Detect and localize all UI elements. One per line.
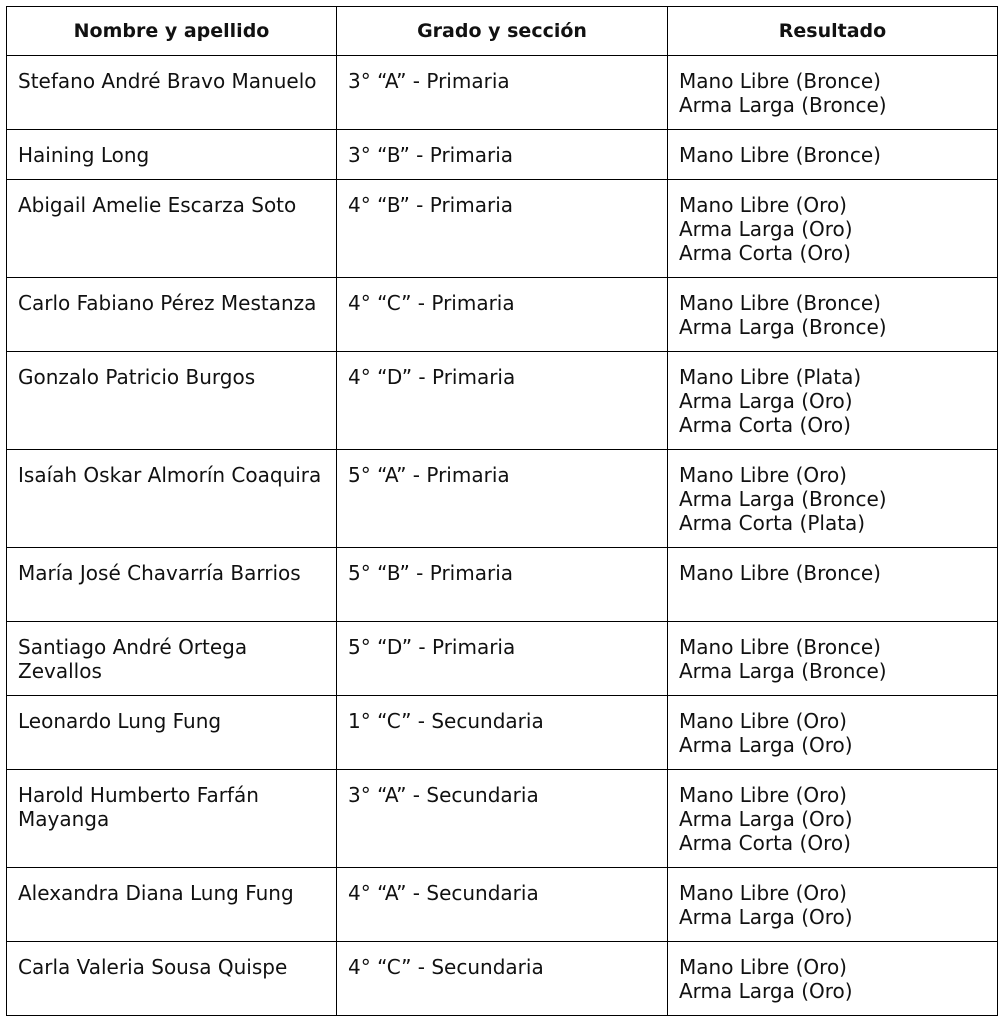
- result-cell: [668, 868, 998, 942]
- table-row: [7, 622, 998, 696]
- table-row: [7, 56, 998, 130]
- name-cell: Isaíah Oskar Almorín Coaquira: [7, 450, 337, 548]
- result-line: Arma Larga (Bronce): [679, 487, 887, 511]
- result-line: Arma Corta (Oro): [679, 413, 851, 437]
- result-line: Mano Libre (Oro): [679, 881, 847, 905]
- name-cell: María José Chavarría Barrios: [7, 548, 337, 622]
- result-line: Arma Larga (Oro): [679, 807, 853, 831]
- name-cell: Alexandra Diana Lung Fung: [7, 868, 337, 942]
- grade-cell: 4° “C” - Primaria: [337, 278, 668, 352]
- name-cell: Carlo Fabiano Pérez Mestanza: [7, 278, 337, 352]
- grade-cell: 5° “B” - Primaria: [337, 548, 668, 622]
- grade-cell: 3° “A” - Secundaria: [337, 770, 668, 868]
- result-cell: [668, 278, 998, 352]
- table-row: [7, 180, 998, 278]
- result-cell: [668, 352, 998, 450]
- table-row: [7, 696, 998, 770]
- result-line: Mano Libre (Oro): [679, 463, 847, 487]
- name-cell: Harold Humberto Farfán Mayanga: [7, 770, 337, 868]
- name-cell: Haining Long: [7, 130, 337, 180]
- header-grade: Grado y sección: [337, 7, 668, 56]
- result-line: Mano Libre (Oro): [679, 783, 847, 807]
- grade-cell: 3° “B” - Primaria: [337, 130, 668, 180]
- result-cell: [668, 180, 998, 278]
- result-line: Mano Libre (Oro): [679, 193, 847, 217]
- result-cell: [668, 56, 998, 130]
- result-line: Mano Libre (Bronce): [679, 291, 881, 315]
- result-line: Arma Larga (Oro): [679, 905, 853, 929]
- result-line: Arma Corta (Oro): [679, 831, 851, 855]
- name-cell: Leonardo Lung Fung: [7, 696, 337, 770]
- result-line: Arma Larga (Bronce): [679, 315, 887, 339]
- result-line: Mano Libre (Bronce): [679, 635, 881, 659]
- table-row: [7, 868, 998, 942]
- result-cell: [668, 622, 998, 696]
- result-line: Arma Larga (Oro): [679, 733, 853, 757]
- grade-cell: 4° “C” - Secundaria: [337, 942, 668, 1016]
- header-row: [7, 7, 998, 56]
- result-line: Mano Libre (Oro): [679, 955, 847, 979]
- result-line: Arma Larga (Bronce): [679, 659, 887, 683]
- table-header: [7, 7, 998, 56]
- table-row: [7, 130, 998, 180]
- table-row: [7, 942, 998, 1016]
- name-cell: Stefano André Bravo Manuelo: [7, 56, 337, 130]
- table-body: [7, 56, 998, 1016]
- result-line: Arma Larga (Oro): [679, 979, 853, 1003]
- results-table: [6, 6, 998, 1016]
- table-row: [7, 770, 998, 868]
- result-cell: [668, 130, 998, 180]
- result-line: Mano Libre (Bronce): [679, 143, 881, 167]
- table-row: [7, 450, 998, 548]
- result-line: Arma Corta (Oro): [679, 241, 851, 265]
- grade-cell: 4° “B” - Primaria: [337, 180, 668, 278]
- grade-cell: 3° “A” - Primaria: [337, 56, 668, 130]
- result-line: Mano Libre (Oro): [679, 709, 847, 733]
- result-line: Arma Larga (Oro): [679, 389, 853, 413]
- grade-cell: 4° “D” - Primaria: [337, 352, 668, 450]
- grade-cell: 5° “D” - Primaria: [337, 622, 668, 696]
- result-line: Mano Libre (Bronce): [679, 69, 881, 93]
- result-cell: [668, 770, 998, 868]
- name-cell: Carla Valeria Sousa Quispe: [7, 942, 337, 1016]
- grade-cell: 5° “A” - Primaria: [337, 450, 668, 548]
- name-cell: Abigail Amelie Escarza Soto: [7, 180, 337, 278]
- result-cell: [668, 450, 998, 548]
- header-name: Nombre y apellido: [7, 7, 337, 56]
- result-cell: [668, 548, 998, 622]
- grade-cell: 1° “C” - Secundaria: [337, 696, 668, 770]
- result-line: Arma Larga (Bronce): [679, 93, 887, 117]
- result-cell: [668, 942, 998, 1016]
- table-row: [7, 278, 998, 352]
- result-cell: [668, 696, 998, 770]
- header-result: Resultado: [668, 7, 998, 56]
- name-cell: Santiago André Ortega Zevallos: [7, 622, 337, 696]
- result-line: Arma Larga (Oro): [679, 217, 853, 241]
- table-row: [7, 352, 998, 450]
- result-line: Mano Libre (Plata): [679, 365, 862, 389]
- result-line: Arma Corta (Plata): [679, 511, 866, 535]
- name-cell: Gonzalo Patricio Burgos: [7, 352, 337, 450]
- grade-cell: 4° “A” - Secundaria: [337, 868, 668, 942]
- table-row: [7, 548, 998, 622]
- result-line: Mano Libre (Bronce): [679, 561, 881, 585]
